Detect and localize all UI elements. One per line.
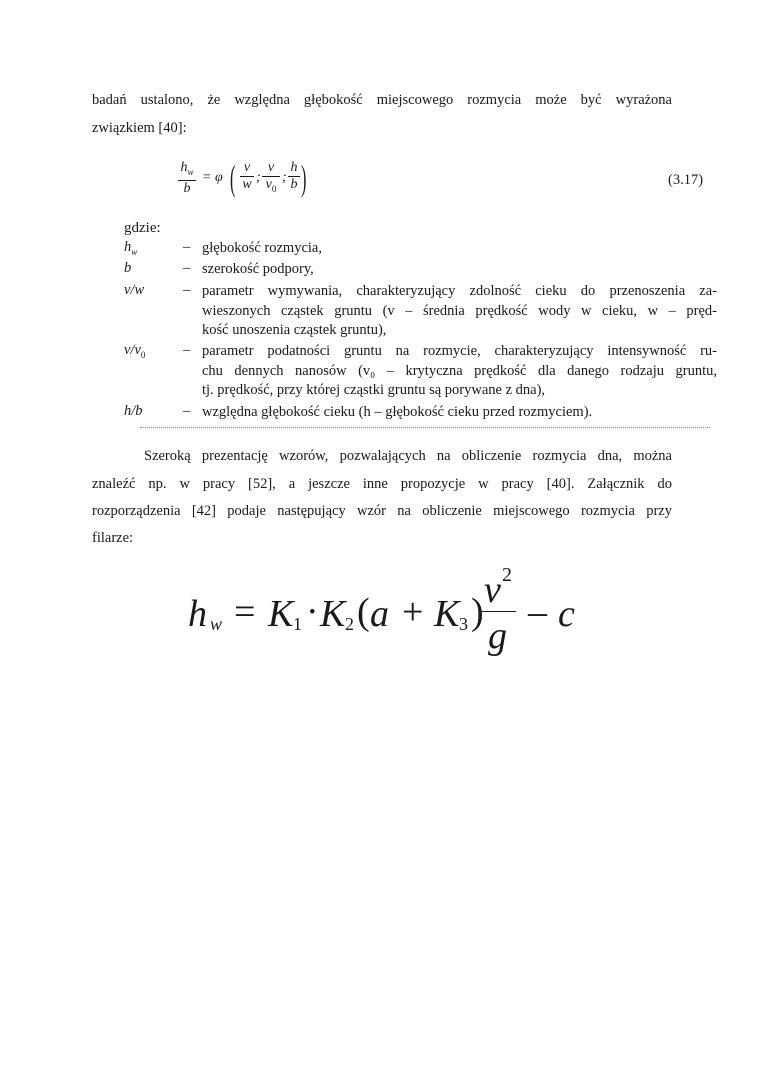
eq2-c: c — [558, 593, 575, 635]
eq2-k1-sub: 1 — [293, 614, 302, 634]
where-desc-hw: głębokość rozmycia, — [202, 240, 322, 256]
intro-line-2: związkiem [40]: — [92, 120, 187, 136]
eq2-dot: · — [306, 591, 319, 633]
eq-f3-num: h — [290, 160, 298, 175]
eq-sep-1: ; — [256, 170, 261, 185]
where-desc-vw-3: kość unoszenia cząstek gruntu), — [202, 322, 387, 338]
equation-scour-formula — [188, 564, 588, 666]
eq-f2-num: v — [267, 160, 275, 175]
sym-hw: h — [124, 239, 132, 255]
eq2-plus: + — [402, 591, 424, 633]
eq2-a: a — [370, 593, 389, 635]
equation-number: (3.17) — [668, 172, 704, 188]
eq2-equals: = — [234, 591, 256, 633]
where-dash-1: – — [183, 239, 191, 255]
where-dash-3: – — [183, 282, 191, 298]
where-desc-vv0-2: chu dennych nanosów (v₀ – krytyczna prędkość dla danego rodzaju gruntu, — [202, 363, 717, 379]
eq-f2-den-sub: 0 — [271, 183, 277, 194]
eq-fraction-2 — [262, 160, 280, 197]
eq2-g: g — [488, 615, 507, 657]
where-dash-5: – — [183, 403, 191, 419]
sym-hw-sub: w — [131, 246, 138, 257]
where-desc-vw-2: wieszonych cząstek gruntu (v – średnia prędkość wody w cieku, w – pręd- — [202, 303, 717, 319]
eq2-h: h — [188, 593, 207, 635]
where-symbol-vw: v/w — [124, 282, 145, 298]
eq2-v: v — [484, 569, 501, 611]
eq2-k3-sub: 3 — [459, 614, 468, 634]
eq-right-paren: ) — [301, 158, 307, 198]
eq2-paren-open: ( — [357, 591, 370, 633]
paragraph-line-2: znaleźć np. w pracy [52], a jeszcze inne propozycje w pracy [40]. Załącznik do — [92, 476, 672, 492]
eq-fraction-3 — [288, 160, 300, 193]
eq-fraction-1 — [240, 160, 254, 193]
sym-vv0: v/v — [124, 342, 141, 358]
eq2-fraction-bar — [482, 611, 516, 612]
eq-f1-den: w — [240, 176, 254, 193]
paragraph-line-4: filarze: — [92, 530, 134, 546]
eq-f1-num: v — [243, 160, 251, 175]
eq2-paren-close: ) — [471, 591, 484, 633]
where-desc-vv0-3: tj. prędkość, przy której cząstki gruntu są porywane z dna), — [202, 382, 546, 398]
eq2-minus: – — [528, 591, 547, 633]
eq-lhs-sub: w — [187, 166, 194, 177]
eq-sep-2: ; — [282, 170, 287, 185]
paragraph-line-3: rozporządzenia [42] podaje następujący wzór na obliczenie miejscowego rozmycia przy — [92, 503, 672, 519]
eq-f2-den: v — [265, 177, 272, 192]
where-symbol-hb: h/b — [124, 403, 143, 419]
cut-off-line-divider — [140, 427, 710, 431]
eq2-k2-sub: 2 — [345, 614, 354, 634]
where-symbol-vv0 — [124, 342, 145, 360]
where-desc-b: szerokość podpory, — [202, 261, 314, 277]
eq2-k3: K — [434, 593, 460, 635]
where-desc-vv0-1: parametr podatności gruntu na rozmycie, charakteryzujący intensywność ru- — [202, 343, 717, 359]
eq-lhs-den: b — [178, 180, 196, 197]
where-desc-vw-1: parametr wymywania, charakteryzujący zdolność cieku do przenoszenia za- — [202, 283, 717, 299]
where-symbol-hw — [124, 239, 137, 257]
equation-3-17 — [178, 156, 318, 208]
sym-vv0-sub: 0 — [140, 349, 146, 360]
eq2-v-sup: 2 — [502, 564, 512, 586]
eq-lhs-num: h — [180, 160, 188, 175]
eq2-k2: K — [320, 593, 346, 635]
where-dash-4: – — [183, 342, 191, 358]
where-dash-2: – — [183, 260, 191, 276]
eq-f3-den: b — [288, 176, 300, 193]
where-label: gdzie: — [124, 220, 161, 236]
eq2-h-sub: w — [210, 614, 223, 634]
where-desc-hb: względna głębokość cieku (h – głębokość cieku przed rozmyciem). — [202, 404, 593, 420]
eq2-k1: K — [268, 593, 294, 635]
eq-equals-phi: = φ — [202, 170, 223, 185]
eq-left-paren: ( — [230, 158, 236, 198]
where-symbol-b: b — [124, 260, 132, 276]
intro-line-1: badań ustalono, że względna głębokość miejscowego rozmycia może być wyrażona — [92, 92, 672, 108]
paragraph-line-1: Szeroką prezentację wzorów, pozwalających na obliczenie rozmycia dna, można — [144, 448, 672, 464]
eq-lhs-fraction — [178, 160, 196, 197]
